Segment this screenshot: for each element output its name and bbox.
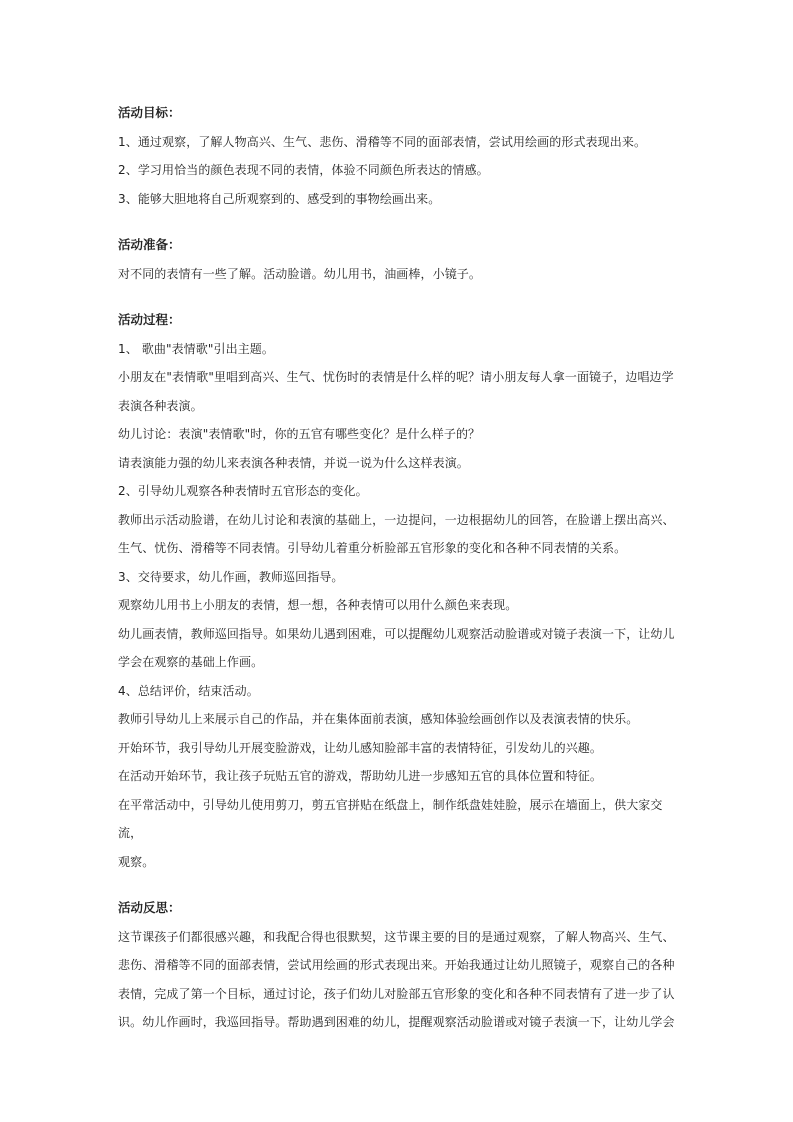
document-body	[118, 99, 678, 1037]
paragraph: 这节课孩子们都很感兴趣，和我配合得也很默契，这节课主要的目的是通过观察，了解人物高兴、生气、	[118, 929, 675, 944]
paragraph: 教师出示活动脸谱，在幼儿讨论和表演的基础上，一边提问，一边根据幼儿的回答，在脸谱上摆出高兴、	[118, 512, 675, 527]
paragraph: 1、通过观察，了解人物高兴、生气、悲伤、滑稽等不同的面部表情，尝试用绘画的形式表现出来。	[118, 134, 647, 149]
paragraph: 观察幼儿用书上小朋友的表情，想一想，各种表情可以用什么颜色来表现。	[118, 598, 518, 612]
paragraph: 悲伤、滑稽等不同的面部表情，尝试用绘画的形式表现出来。开始我通过让幼儿照镜子，观察自己的各种	[118, 958, 675, 972]
section-title-process: 活动过程：	[118, 312, 181, 327]
paragraph: 小朋友在"表情歌"里唱到高兴、生气、忧伤时的表情是什么样的呢？请小朋友每人拿一面镜子，边唱边学	[118, 370, 674, 384]
paragraph: 在活动开始环节，我让孩子玩贴五官的游戏，帮助幼儿进一步感知五官的具体位置和特征。	[118, 769, 603, 783]
paragraph: 幼儿讨论：表演"表情歌"时，你的五官有哪些变化？是什么样子的？	[118, 427, 481, 441]
paragraph: 1、 歌曲"表情歌"引出主题。	[118, 341, 274, 356]
section-title-preparation: 活动准备：	[118, 237, 181, 252]
paragraph: 识。幼儿作画时，我巡回指导。帮助遇到困难的幼儿，提醒观察活动脸谱或对镜子表演一下，让幼儿学会	[118, 1015, 675, 1029]
paragraph: 2、引导幼儿观察各种表情时五官形态的变化。	[118, 484, 368, 498]
paragraph: 表情，完成了第一个目标，通过讨论，孩子们幼儿对脸部五官形象的变化和各种不同表情有了进一步了认	[118, 986, 675, 1001]
paragraph: 3、能够大胆地将自己所观察到的、感受到的事物绘画出来。	[118, 191, 441, 206]
paragraph: 开始环节，我引导幼儿开展变脸游戏，让幼儿感知脸部丰富的表情特征，引发幼儿的兴趣。	[118, 740, 603, 755]
section-title-goals: 活动目标：	[118, 105, 181, 120]
paragraph: 幼儿画表情，教师巡回指导。如果幼儿遇到困难，可以提醒幼儿观察活动脸谱或对镜子表演一下，让幼儿	[118, 626, 675, 641]
paragraph: 观察。	[118, 854, 155, 869]
paragraph: 3、交待要求，幼儿作画，教师巡回指导。	[118, 569, 344, 584]
section-title-reflection: 活动反思：	[118, 900, 181, 915]
paragraph: 生气、忧伤、滑稽等不同表情。引导幼儿着重分析脸部五官形象的变化和各种不同表情的关系。	[118, 541, 627, 555]
paragraph: 对不同的表情有一些了解。活动脸谱。幼儿用书，油画棒，小镜子。	[118, 266, 482, 281]
paragraph: 教师引导幼儿上来展示自己的作品，并在集体面前表演，感知体验绘画创作以及表演表情的快乐。	[118, 712, 639, 726]
paragraph: 表演各种表演。	[118, 398, 203, 413]
paragraph: 学会在观察的基础上作画。	[118, 655, 264, 669]
paragraph: 在平常活动中，引导幼儿使用剪刀，剪五官拼贴在纸盘上，制作纸盘娃娃脸，展示在墙面上，供大家交流，	[118, 797, 663, 840]
paragraph: 2、学习用恰当的颜色表现不同的表情，体验不同颜色所表达的情感。	[118, 163, 489, 177]
paragraph: 请表演能力强的幼儿来表演各种表情，并说一说为什么这样表演。	[118, 455, 469, 470]
paragraph: 4、总结评价，结束活动。	[118, 683, 259, 698]
